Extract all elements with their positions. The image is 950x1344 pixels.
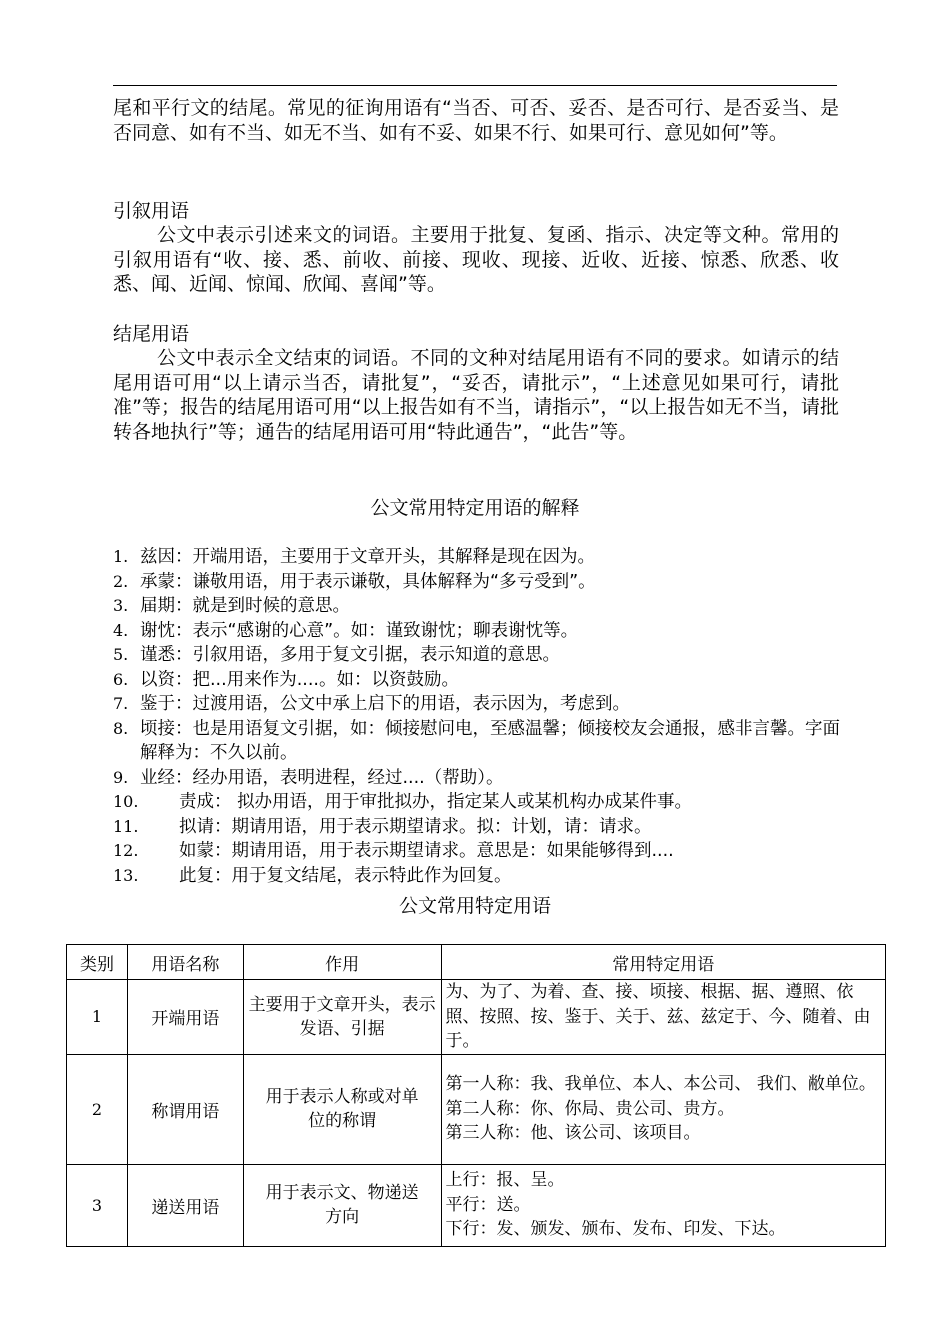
list-item: 1. 兹因：开端用语，主要用于文章开头，其解释是现在因为。 xyxy=(113,547,595,567)
table-row xyxy=(67,1054,886,1164)
list-item: 8. 顷接：也是用语复文引据，如：倾接慰问电，至感温馨；倾接校友会通报，感非言馨。字面解释为：不久以前。 xyxy=(113,718,840,763)
section-ending xyxy=(113,322,839,444)
intro-paragraph: 尾和平行文的结尾。常见的征询用语有“当否、可否、妥否、是否可行、是否妥当、是否同意、如有不当、如无不当、如有不妥、如果不行、如果可行、意见如何”等。 xyxy=(113,97,839,144)
list-item: 13. 此复：用于复文结尾，表示特此作为回复。 xyxy=(113,865,512,886)
explanation-title: 公文常用特定用语的解释 xyxy=(370,497,580,519)
use-cell: 用于表示人称或对单位的称谓 xyxy=(243,1054,441,1164)
table-title: 公文常用特定用语 xyxy=(398,895,551,917)
name-cell: 称谓用语 xyxy=(127,1054,243,1164)
section-body: 公文中表示全文结束的词语。不同的文种对结尾用语有不同的要求。如请示的结尾用语可用“以上请示当否，请批复”，“妥否，请批示”，“上述意见如果可行，请批准”等；报告的结尾用语可用“以上报告如有不当，请指示”，“以上报告如无不当，请批转各地执行”等；通告的结尾用语可用“特此通告”，“此告”等。 xyxy=(113,347,839,443)
list-item: 9. 业经：经办用语，表明进程，经过....（帮助）。 xyxy=(113,767,504,788)
section-heading: 结尾用语 xyxy=(113,323,190,345)
use-cell: 用于表示文、物递送方向 xyxy=(243,1164,441,1246)
category-cell: 2 xyxy=(67,1054,128,1164)
list-item: 6. 以资：把...用来作为....。如：以资鼓励。 xyxy=(113,669,459,690)
list-item: 5. 谨悉：引叙用语，多用于复文引据，表示知道的意思。 xyxy=(113,645,560,665)
intro-block xyxy=(113,96,839,145)
table-row xyxy=(67,980,886,1055)
column-header: 用语名称 xyxy=(127,945,243,980)
name-cell: 开端用语 xyxy=(127,980,243,1055)
column-header: 类别 xyxy=(67,945,128,980)
list-item: 12. 如蒙：期请用语，用于表示期望请求。意思是：如果能够得到.... xyxy=(113,841,674,861)
list-item: 7. 鉴于：过渡用语，公文中承上启下的用语，表示因为，考虑到。 xyxy=(113,694,630,714)
category-cell: 1 xyxy=(67,980,128,1055)
section-heading: 引叙用语 xyxy=(113,200,190,222)
phrases-cell: 为、为了、为着、查、接、顷接、根据、据、遵照、依照、按照、按、鉴于、关于、兹、兹定于、今、随着、由于。 xyxy=(441,980,885,1055)
use-cell: 主要用于文章开头，表示发语、引据 xyxy=(243,980,441,1055)
section-body: 公文中表示引述来文的词语。主要用于批复、复函、指示、决定等文种。常用的引叙用语有“收、接、悉、前收、前接、现收、现接、近收、近接、惊悉、欣悉、收悉、闻、近闻、惊闻、欣闻、喜闻”等。 xyxy=(113,224,839,295)
top-rule xyxy=(113,85,837,86)
phrases-cell: 上行：报、呈。 平行：送。 下行：发、颁发、颁布、发布、印发、下达。 xyxy=(441,1164,885,1246)
list-item: 10. 责成： 拟办用语，用于审批拟办，指定某人或某机构办成某件事。 xyxy=(113,792,693,812)
table-header-row xyxy=(67,945,886,980)
section-citation xyxy=(113,199,839,297)
list-item: 2. 承蒙：谦敬用语，用于表示谦敬，具体解释为“多亏受到”。 xyxy=(113,571,596,592)
list-item: 11. 拟请：期请用语，用于表示期望请求。拟：计划，请：请求。 xyxy=(113,816,652,837)
table-row xyxy=(67,1164,886,1246)
terms-table xyxy=(66,944,886,1247)
column-header: 作用 xyxy=(243,945,441,980)
explanation-list xyxy=(113,545,843,888)
column-header: 常用特定用语 xyxy=(441,945,885,980)
list-item: 4. 谢忱：表示“感谢的心意”。如：谨致谢忱；聊表谢忱等。 xyxy=(113,620,579,641)
list-item: 3. 届期：就是到时候的意思。 xyxy=(113,596,350,616)
category-cell: 3 xyxy=(67,1164,128,1246)
phrases-cell: 第一人称：我、我单位、本人、本公司、 我们、敝单位。 第二人称：你、你局、贵公司、贵方。 第三人称：他、该公司、该项目。 xyxy=(441,1054,885,1164)
name-cell: 递送用语 xyxy=(127,1164,243,1246)
